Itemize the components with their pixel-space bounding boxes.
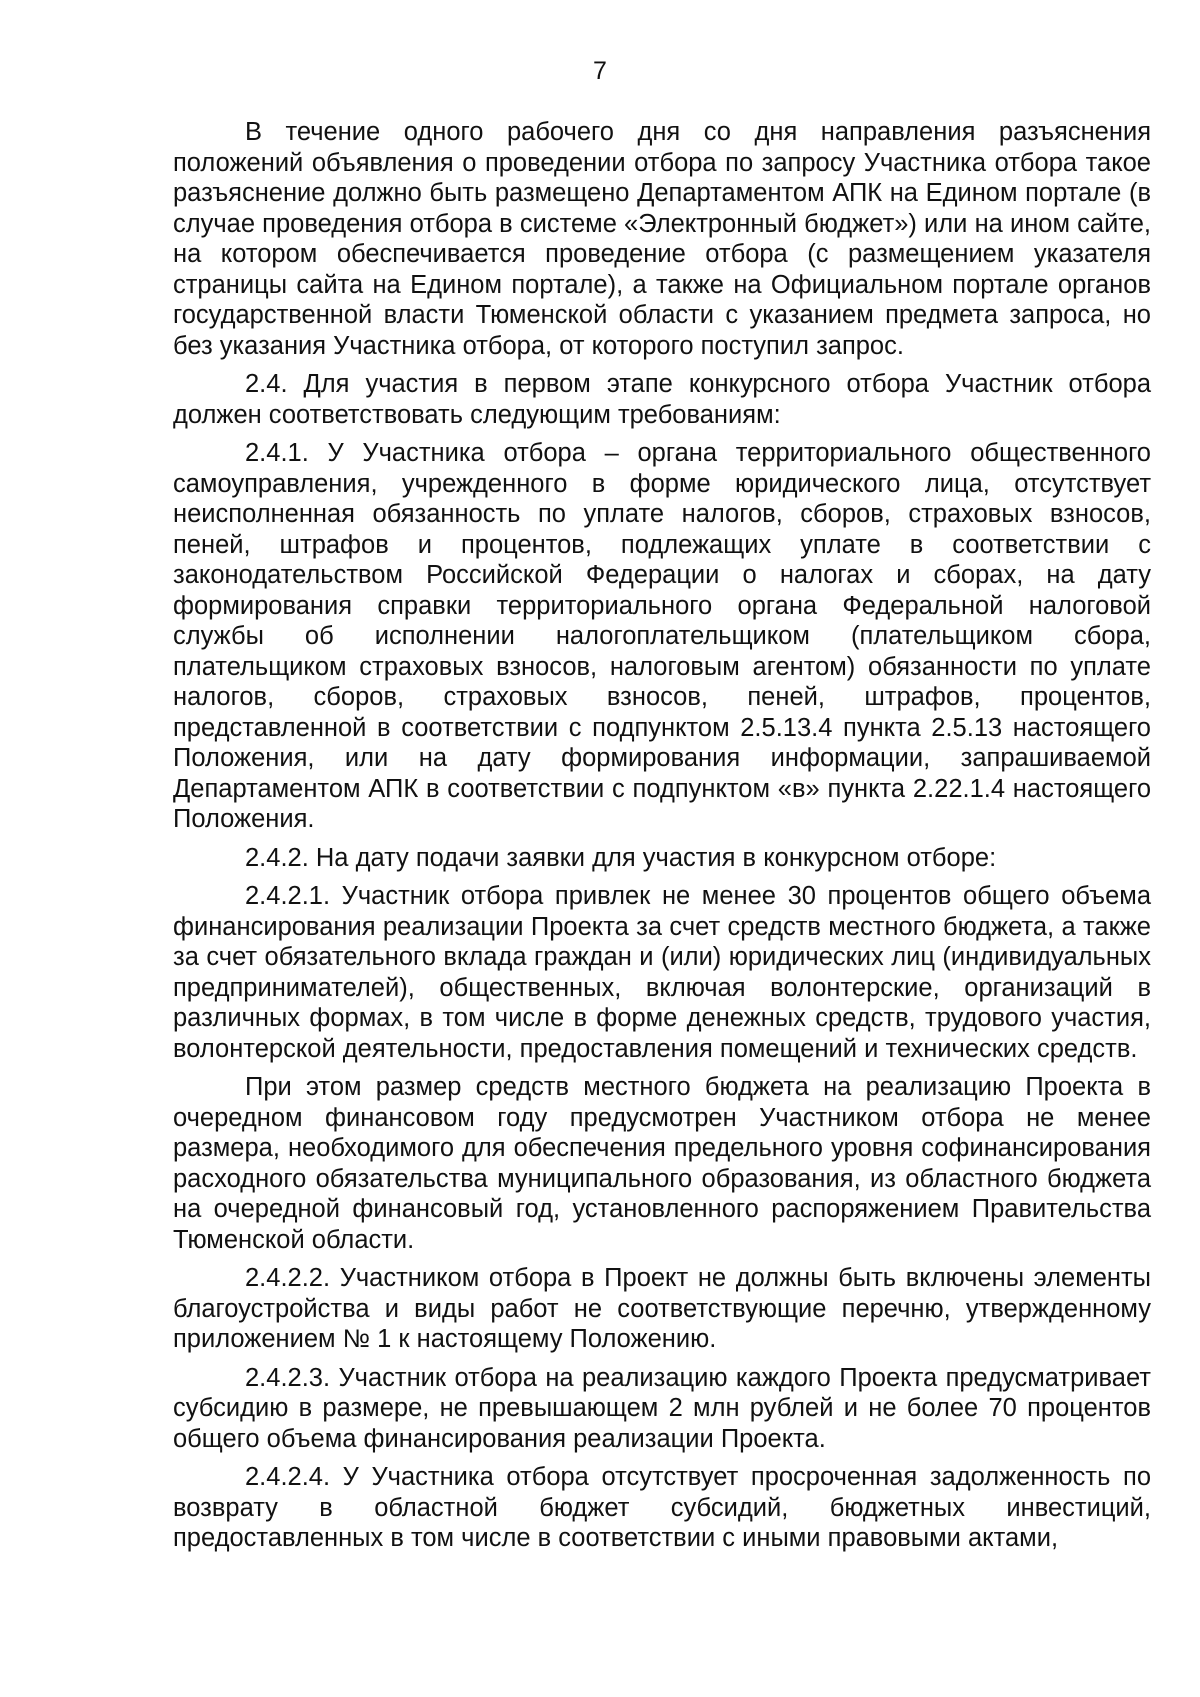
paragraph-2-4-2: 2.4.2. На дату подачи заявки для участия в конкурсном отборе: [245, 843, 997, 872]
paragraph-explanation-publication: В течение одного рабочего дня со дня направления разъяснения положений объявления о проведении отбора по запросу Участника отбора такое разъяснение должно быть размещено Департаментом АПК на Едином портале (в случае проведения отбора в системе «Электронный бюджет») или на ином сайте, на котором обеспечивается проведение отбора (с размещением указателя страницы сайта на Едином портале), а также на Официальном портале органов государственной власти Тюменской области с указанием предмета запроса, но без указания Участника отбора, от которого поступил запрос. [173, 118, 1151, 360]
paragraph-local-budget: При этом размер средств местного бюджета на реализацию Проекта в очередном финансовом году предусмотрен Участником отбора не менее размера, необходимого для обеспечения предельного уровня софинансирования расходного обязательства муниципального образования, из областного бюджета на очередной финансовый год, установленного распоряжением Правительства Тюменской области. [173, 1073, 1151, 1254]
document-body [173, 117, 1151, 1562]
paragraph-2-4-2-3: 2.4.2.3. Участник отбора на реализацию каждого Проекта предусматривает субсидию в размере, не превышающем 2 млн рублей и не более 70 процентов общего объема финансирования реализации Проекта. [173, 1363, 1151, 1453]
paragraph-2-4-2-2: 2.4.2.2. Участником отбора в Проект не должны быть включены элементы благоустройства и виды работ не соответствующие перечню, утвержденному приложением № 1 к настоящему Положению. [173, 1264, 1151, 1353]
paragraph-2-4-1: 2.4.1. У Участника отбора – органа территориального общественного самоуправления, учрежденного в форме юридического лица, отсутствует неисполненная обязанность по уплате налогов, сборов, страховых взносов, пеней, штрафов и процентов, подлежащих уплате в соответствии с законодательством Российской Федерации о налогах и сборах, на дату формирования справки территориального органа Федеральной налоговой службы об исполнении налогоплательщиком (плательщиком сбора, плательщиком страховых взносов, налоговым агентом) обязанности по уплате налогов, сборов, страховых взносов, пеней, штрафов, процентов, представленной в соответствии с подпунктом 2.5.13.4 пункта 2.5.13 настоящего Положения, или на дату формирования информации, запрашиваемой Департаментом АПК в соответствии с подпунктом «в» пункта 2.22.1.4 настоящего Положения. [173, 439, 1151, 833]
paragraph-2-4: 2.4. Для участия в первом этапе конкурсного отбора Участник отбора должен соответствовать следующим требованиям: [173, 370, 1151, 429]
paragraph-2-4-2-4: 2.4.2.4. У Участника отбора отсутствует просроченная задолженность по возврату в областной бюджет субсидий, бюджетных инвестиций, предоставленных в том числе в соответствии с иными правовыми актами, [173, 1463, 1151, 1552]
page-number: 7 [593, 57, 607, 85]
paragraph-2-4-2-1: 2.4.2.1. Участник отбора привлек не менее 30 процентов общего объема финансирования реализации Проекта за счет средств местного бюджета, а также за счет обязательного вклада граждан и (или) юридических лиц (индивидуальных предпринимателей), общественных, включая волонтерские, организаций в различных формах, в том числе в форме денежных средств, трудового участия, волонтерской деятельности, предоставления помещений и технических средств. [173, 882, 1151, 1063]
